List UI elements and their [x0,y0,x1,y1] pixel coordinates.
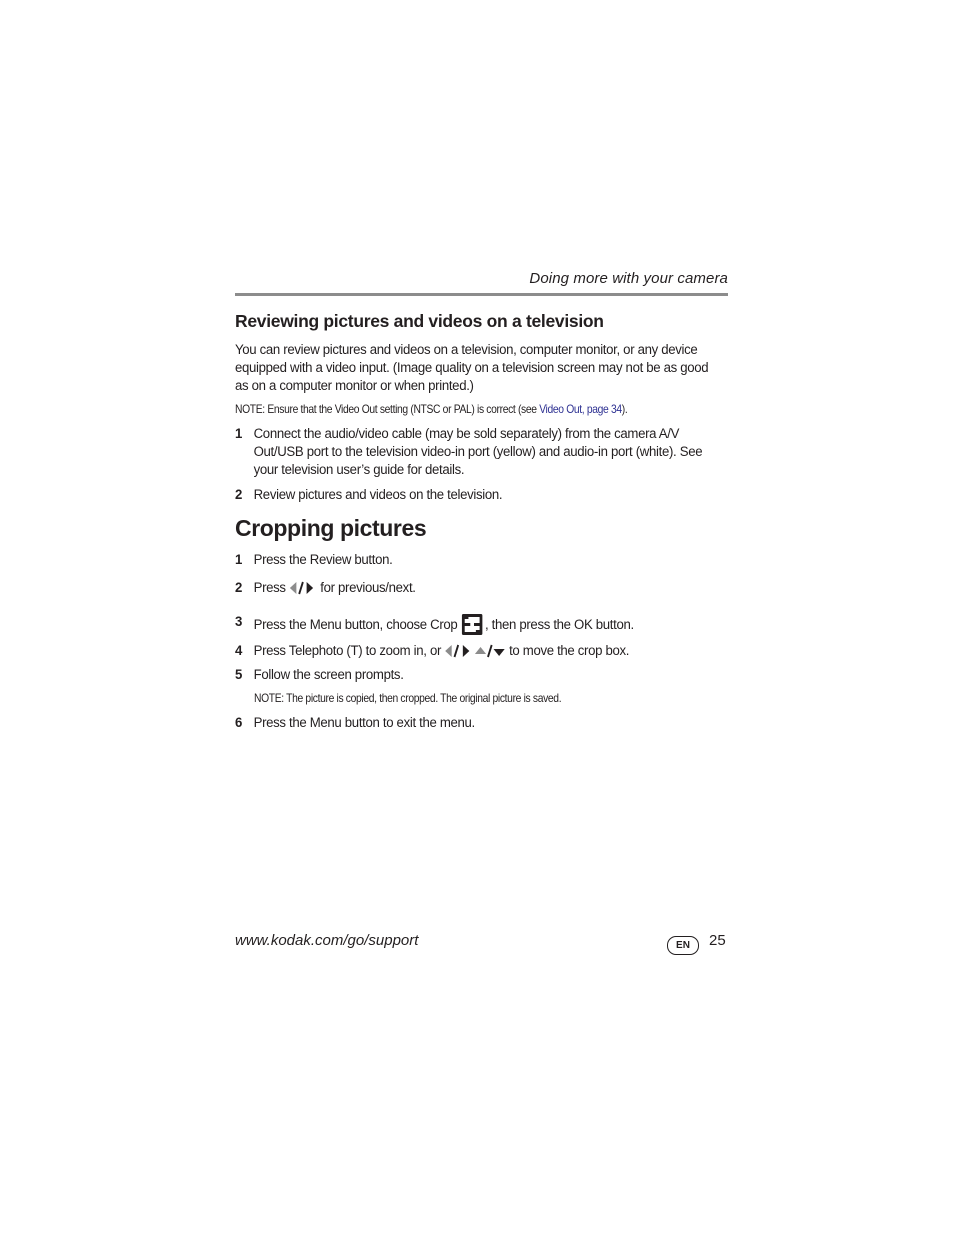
paragraph-line: equipped with a video input. (Image quality on a television screen may not be as good [235,360,709,377]
header-rule [235,293,728,296]
step-line: your television user’s guide for details. [253,462,465,479]
video-out-link[interactable]: Video Out, page 34 [539,402,622,416]
step-text: Press [253,580,290,596]
tv-note [235,402,627,416]
step-number: 2 [235,580,243,596]
paragraph-line: You can review pictures and videos on a television, computer monitor, or any device [235,342,698,358]
step-number: 6 [235,715,243,731]
step-line: Connect the audio/video cable (may be sold separately) from the camera A/V [253,426,680,442]
section-heading-crop: Cropping pictures [235,515,427,541]
step-text-end: , then press the OK button. [484,616,634,633]
step-number: 4 [235,643,243,659]
step-text-end: to move the crop box. [505,643,630,659]
step-text: Review pictures and videos on the television. [253,487,503,503]
tv-intro-paragraph [235,341,728,396]
step-text: Press the Menu button, choose Crop [253,616,461,633]
step-text: Press the Menu button to exit the menu. [253,715,475,731]
step-number: 3 [235,614,243,630]
step-number: 1 [235,552,243,568]
step-line: Out/USB port to the television video-in port (yellow) and audio-in port (white). See [253,444,703,461]
step-number: 5 [235,667,243,683]
note-text: NOTE: Ensure that the Video Out setting (NTSC or PAL) is correct (see [235,402,540,416]
step-text-end: for previous/next. [316,580,416,596]
language-badge: EN [667,936,699,955]
step-text: Press Telephoto (T) to zoom in, or [253,643,445,659]
page-number: 25 [709,932,726,949]
up-down-arrows-icon [474,643,506,659]
step-text: Press the Review button. [253,552,393,568]
section-heading-tv: Reviewing pictures and videos on a television [235,311,604,331]
crop-icon [461,613,485,637]
crop-note: NOTE: The picture is copied, then cropped. The original picture is saved. [254,691,562,705]
paragraph-line: as on a computer monitor or when printed.) [235,378,474,395]
footer-support-url[interactable]: www.kodak.com/go/support [235,932,419,949]
running-head: Doing more with your camera [529,270,728,287]
step-number: 1 [235,426,243,442]
note-text-end: ). [621,402,628,416]
left-right-arrows-icon [444,643,474,659]
step-number: 2 [235,487,243,503]
step-text: Follow the screen prompts. [253,667,404,683]
left-right-arrows-icon [289,580,317,596]
